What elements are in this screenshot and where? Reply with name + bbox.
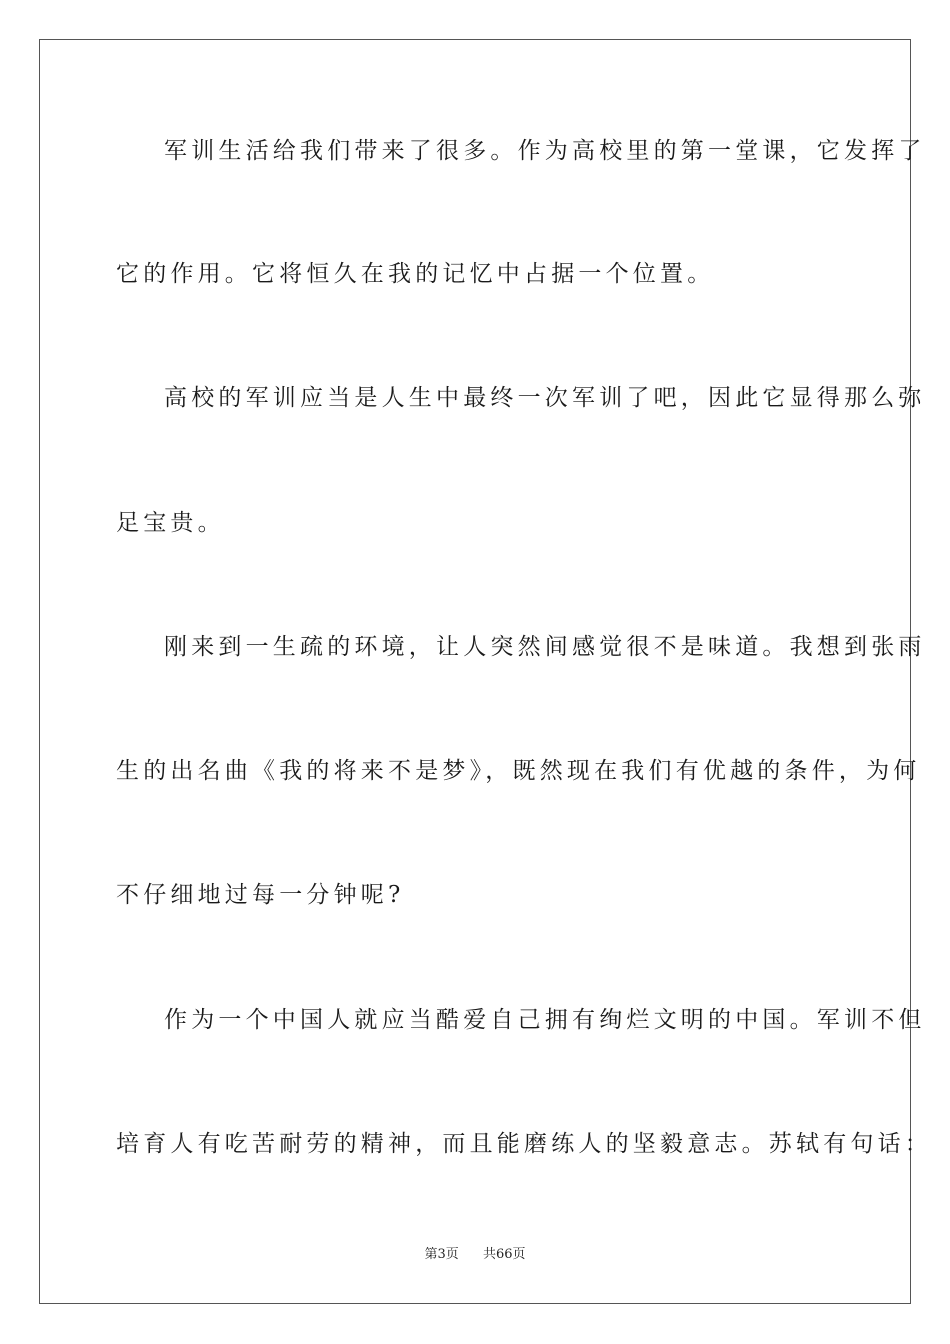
paragraph-4-line-1: 作为一个中国人就应当酷爱自己拥有绚烂文明的中国。军训不但 [164, 1007, 926, 1033]
paragraph-2-line-1: 高校的军训应当是人生中最终一次军训了吧，因此它显得那么弥 [164, 385, 926, 411]
page-border [39, 39, 932, 1304]
page-footer [0, 1246, 950, 1264]
paragraph-1-line-1: 军训生活给我们带来了很多。作为高校里的第一堂课，它发挥了 [164, 138, 926, 164]
page-number: 第3页 [424, 1247, 459, 1262]
paragraph-4-line-2: 培育人有吃苦耐劳的精神，而且能磨练人的坚毅意志。苏轼有句话： [116, 1131, 932, 1157]
paragraph-3-line-1: 刚来到一生疏的环境，让人突然间感觉很不是味道。我想到张雨 [164, 634, 926, 660]
paragraph-3-line-2: 生的出名曲《我的将来不是梦》，既然现在我们有优越的条件，为何 [116, 758, 921, 784]
paragraph-3-line-3: 不仔细地过每一分钟呢? [116, 882, 405, 908]
paragraph-2-line-2: 足宝贵。 [116, 510, 225, 536]
paragraph-1-line-2: 它的作用。它将恒久在我的记忆中占据一个位置。 [116, 261, 715, 287]
page-total: 共66页 [483, 1247, 526, 1262]
